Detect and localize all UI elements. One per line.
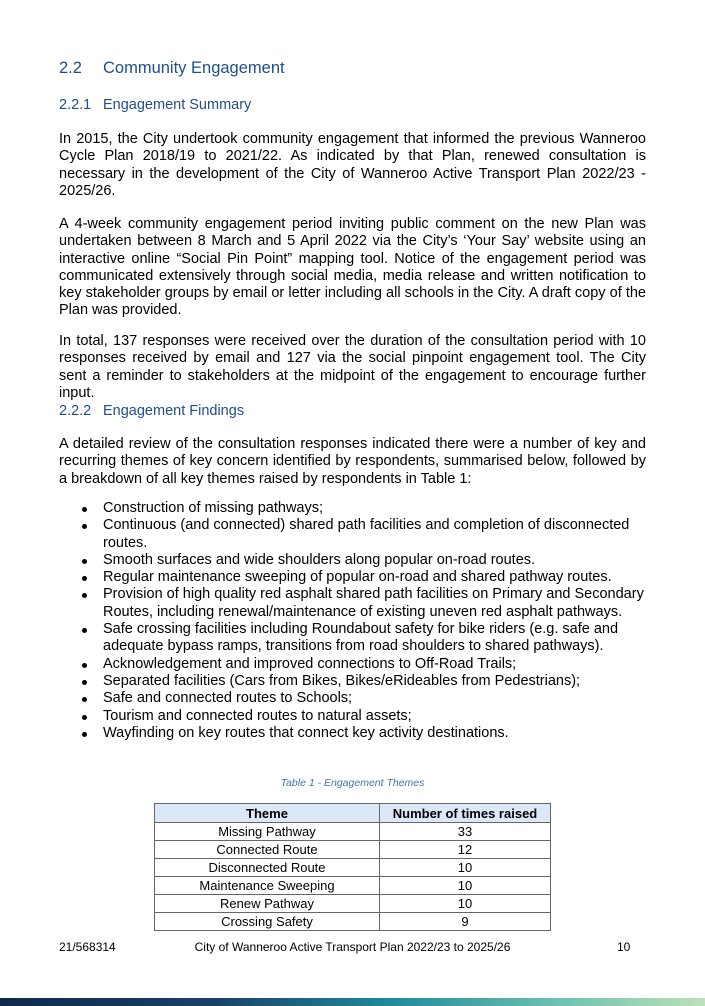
table-header-row <box>155 804 551 823</box>
table-row <box>155 859 551 877</box>
bullet-icon <box>82 524 87 529</box>
list-item-text: Safe crossing facilities including Roundabout safety for bike riders (e.g. safe and adequate bypass ramps, transitions from road shoulders to shared pathways). <box>103 621 619 655</box>
list-item-text: Provision of high quality red asphalt shared path facilities on Primary and Secondary Routes, including renewal/maintenance of existing uneven red asphalt pathways. <box>103 586 644 620</box>
list-item-text: Continuous (and connected) shared path facilities and completion of disconnected routes. <box>103 517 630 551</box>
page-number: 10 <box>617 940 631 954</box>
list-item <box>59 500 649 517</box>
count-cell: 10 <box>380 895 551 913</box>
summary-title: Engagement Summary <box>103 97 252 113</box>
bullet-icon <box>82 715 87 720</box>
findings-intro: A detailed review of the consultation responses indicated there were a number of key and recurring themes of key concern identified by respondents, summarised below, followed by a breakdown of all key themes raised by respondents in Table 1: <box>59 436 646 487</box>
count-cell: 33 <box>380 823 551 841</box>
summary-paragraph-2: A 4-week community engagement period inviting public comment on the new Plan was undertaken between 8 March and 5 April 2022 via the City’s ‘Your Say’ website using an interactive online “Social Pin Point” mapping tool. Notice of the engagement period was communicated extensively through social media, media release and written notification to key stakeholder groups by email or letter including all schools in the City. A draft copy of the Plan was provided. <box>59 216 646 319</box>
theme-cell: Missing Pathway <box>155 823 380 841</box>
bullet-icon <box>82 628 87 633</box>
bullet-icon <box>82 663 87 668</box>
document-reference: 21/568314 <box>59 940 116 954</box>
table-row <box>155 823 551 841</box>
list-item <box>59 569 649 586</box>
theme-cell: Renew Pathway <box>155 895 380 913</box>
summary-heading <box>59 97 251 113</box>
themes-bullet-list <box>59 500 649 742</box>
section-number: 2.2 <box>59 59 82 77</box>
list-item-text: Wayfinding on key routes that connect key activity destinations. <box>103 724 509 741</box>
summary-paragraph-1: In 2015, the City undertook community engagement that informed the previous Wanneroo Cycle Plan 2018/19 to 2021/22. As indicated by that Plan, renewed consultation is necessary in the development of the City of Wanneroo Active Transport Plan 2022/23 - 2025/26. <box>59 131 646 199</box>
bullet-icon <box>82 593 87 598</box>
bullet-icon <box>82 680 87 685</box>
list-item <box>59 552 649 569</box>
findings-heading <box>59 403 244 419</box>
bullet-icon <box>82 576 87 581</box>
list-item <box>59 656 649 673</box>
list-item <box>59 673 649 690</box>
list-item <box>59 725 649 742</box>
count-cell: 10 <box>380 859 551 877</box>
column-header-count: Number of times raised <box>380 804 551 823</box>
list-item <box>59 586 649 621</box>
summary-paragraph-3: In total, 137 responses were received over the duration of the consultation period with 10 responses received by email and 127 via the social pinpoint engagement tool. The City sent a reminder to stakeholders at the midpoint of the engagement to encourage further input. <box>59 333 646 401</box>
count-cell: 12 <box>380 841 551 859</box>
list-item-text: Construction of missing pathways; <box>103 500 324 516</box>
list-item-text: Safe and connected routes to Schools; <box>103 690 353 707</box>
list-item-text: Smooth surfaces and wide shoulders along popular on-road routes. <box>103 551 536 568</box>
list-item <box>59 690 649 707</box>
count-cell: 9 <box>380 913 551 931</box>
table-row <box>155 841 551 859</box>
list-item-text: Regular maintenance sweeping of popular on-road and shared pathway routes. <box>103 569 612 586</box>
findings-number: 2.2.2 <box>59 403 92 419</box>
theme-cell: Disconnected Route <box>155 859 380 877</box>
theme-cell: Crossing Safety <box>155 913 380 931</box>
table-row <box>155 877 551 895</box>
section-heading <box>59 59 285 78</box>
table-caption: Table 1 - Engagement Themes <box>280 777 425 789</box>
column-header-theme: Theme <box>155 804 380 823</box>
theme-cell: Maintenance Sweeping <box>155 877 380 895</box>
count-cell: 10 <box>380 877 551 895</box>
table-row <box>155 913 551 931</box>
bullet-icon <box>82 732 87 737</box>
list-item-text: Tourism and connected routes to natural assets; <box>103 707 412 724</box>
section-title: Community Engagement <box>103 59 285 77</box>
document-title: City of Wanneroo Active Transport Plan 2022/23 to 2025/26 <box>194 940 511 954</box>
table-row <box>155 895 551 913</box>
list-item-text: Separated facilities (Cars from Bikes, Bikes/eRideables from Pedestrians); <box>103 672 581 689</box>
bullet-icon <box>82 559 87 564</box>
summary-number: 2.2.1 <box>59 97 92 113</box>
list-item-text: Acknowledgement and improved connections to Off-Road Trails; <box>103 655 517 672</box>
engagement-themes-table <box>154 803 551 931</box>
theme-cell: Connected Route <box>155 841 380 859</box>
footer-color-band <box>0 998 705 1006</box>
bullet-icon <box>82 697 87 702</box>
list-item <box>59 621 649 656</box>
findings-title: Engagement Findings <box>103 403 245 419</box>
list-item <box>59 708 649 725</box>
bullet-icon <box>82 507 87 512</box>
list-item <box>59 517 649 552</box>
